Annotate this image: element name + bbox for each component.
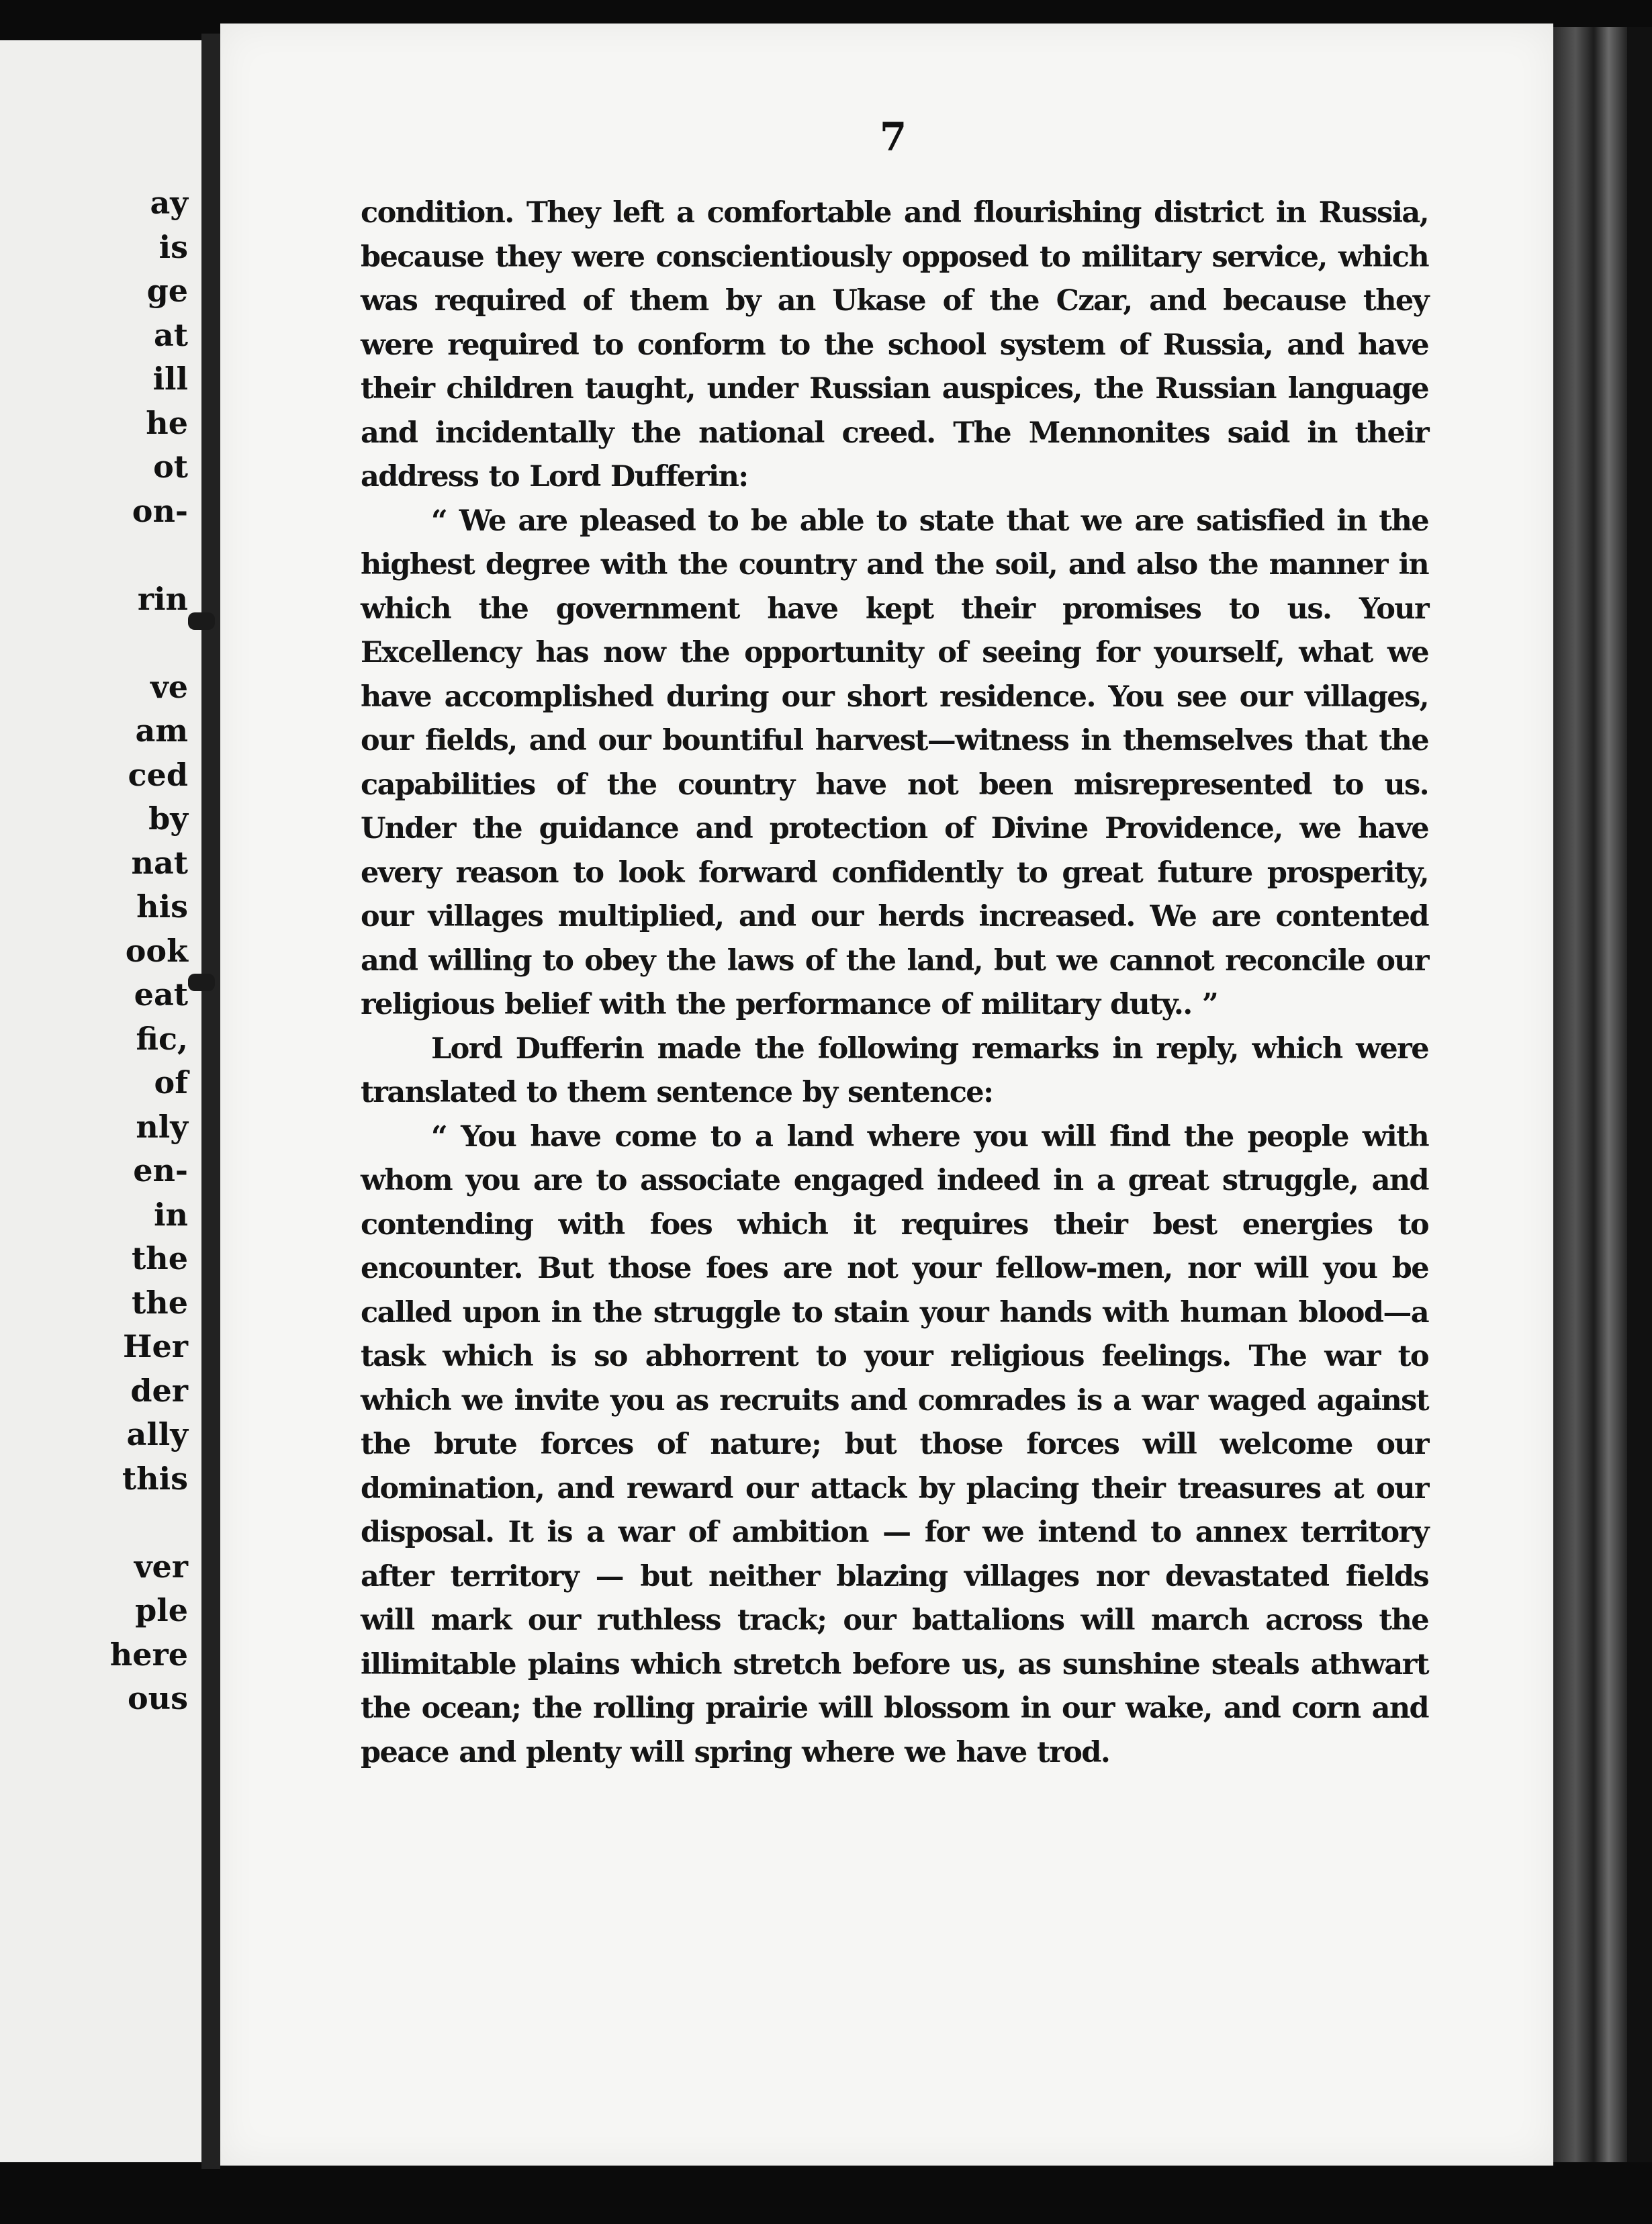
- fragment-line: this: [122, 1460, 188, 1497]
- fragment-line: is: [158, 228, 188, 265]
- fragment-line: [110, 621, 188, 665]
- fragment-line: ook: [125, 932, 188, 969]
- fragment-line: his: [136, 888, 188, 925]
- fragment-line: am: [135, 712, 188, 749]
- fragment-line: at: [153, 316, 188, 353]
- fragment-line: by: [148, 800, 188, 837]
- fragment-line: eat: [134, 976, 188, 1013]
- fragment-line: nat: [131, 844, 188, 881]
- fragment-line: ous: [127, 1680, 188, 1716]
- fragment-line: of: [154, 1064, 188, 1101]
- fragment-line: ay: [150, 185, 188, 221]
- body-text: [361, 191, 1428, 1775]
- fragment-line: he: [146, 404, 188, 441]
- previous-page-text-fragments: [110, 181, 188, 1721]
- previous-page-edge: [0, 40, 201, 2162]
- fragment-line: the: [132, 1284, 188, 1321]
- binding-mark: [188, 974, 215, 991]
- scan-border: [1627, 27, 1652, 2162]
- fragment-line: ve: [150, 668, 188, 705]
- page-stack-edge: [1553, 27, 1627, 2162]
- fragment-line: nly: [136, 1108, 188, 1145]
- fragment-line: the: [132, 1240, 188, 1277]
- binding-mark: [188, 612, 215, 630]
- fragment-line: rin: [137, 580, 188, 617]
- fragment-line: ver: [134, 1548, 188, 1585]
- fragment-line: ge: [146, 273, 188, 309]
- book-gutter: [201, 34, 220, 2169]
- fragment-line: fic,: [136, 1020, 188, 1057]
- fragment-line: Her: [123, 1328, 188, 1364]
- fragment-line: ally: [126, 1416, 188, 1452]
- paragraph-dufferin-reply: “ You have come to a land where you will find the people with whom you are to associate engaged indeed in a great struggle, and contending with foes which it requires their best energies to encounter. But those foes are not your fellow-men, nor will you be called upon in the struggle to stain your hands with human blood—a task which is so abhorrent to your religious feelings. The war to which we invite you as recruits and comrades is a war waged against the brute forces of nature; but those forces will welcome our domination, and reward our attack by placing their treasures at our disposal. It is a war of ambition — for we intend to annex territory after territory — but neither blazing villages nor devastated fields will mark our ruthless track; our battalions will march across the illimitable plains which stretch before us, as sunshine steals athwart the ocean; the rolling prairie will blossom in our wake, and corn and peace and plenty will spring where we have trod.: [361, 1119, 1428, 1769]
- fragment-line: der: [130, 1372, 188, 1409]
- page-number: 7: [879, 114, 907, 160]
- fragment-line: here: [109, 1636, 188, 1673]
- fragment-line: on-: [132, 492, 188, 529]
- fragment-line: ced: [128, 756, 188, 793]
- paragraph-mennonite-address: “ We are pleased to be able to state that we are satisfied in the highest degree with the country and the soil, and also the manner in which the government have kept their promises to us. Your Excellency has now the opportunity of seeing for yourself, what we have accomplished during our short residence. You see our villages, our fields, and our bountiful harvest—witness in themselves that the capabilities of the country have not been misrepresented to us. Under the guidance and protection of Divine Providence, we have every reason to look forward confidently to great future prosperity, our villages multiplied, and our herds increased. We are contented and willing to obey the laws of the land, but we cannot reconcile our religious belief with the performance of military duty.. ”: [361, 504, 1428, 1021]
- fragment-line: ple: [135, 1592, 188, 1628]
- paragraph-reply-intro: Lord Dufferin made the following remarks in reply, which were translated to them sentence by sentence:: [361, 1031, 1428, 1109]
- fragment-line: ot: [153, 449, 188, 485]
- fragment-line: ill: [152, 361, 188, 397]
- fragment-line: en-: [133, 1152, 188, 1189]
- fragment-line: in: [154, 1196, 188, 1233]
- paragraph-intro: condition. They left a comfortable and flourishing district in Russia, because they were conscientiously opposed to military service, which was required of them by an Ukase of the Czar, and because they were required to conform to the school system of Russia, and have their children taught, under Russian auspices, the Russian language and incidentally the national creed. The Mennonites said in their address to Lord Dufferin:: [361, 196, 1428, 494]
- fragment-line: [110, 533, 188, 577]
- fragment-line: [110, 1501, 188, 1545]
